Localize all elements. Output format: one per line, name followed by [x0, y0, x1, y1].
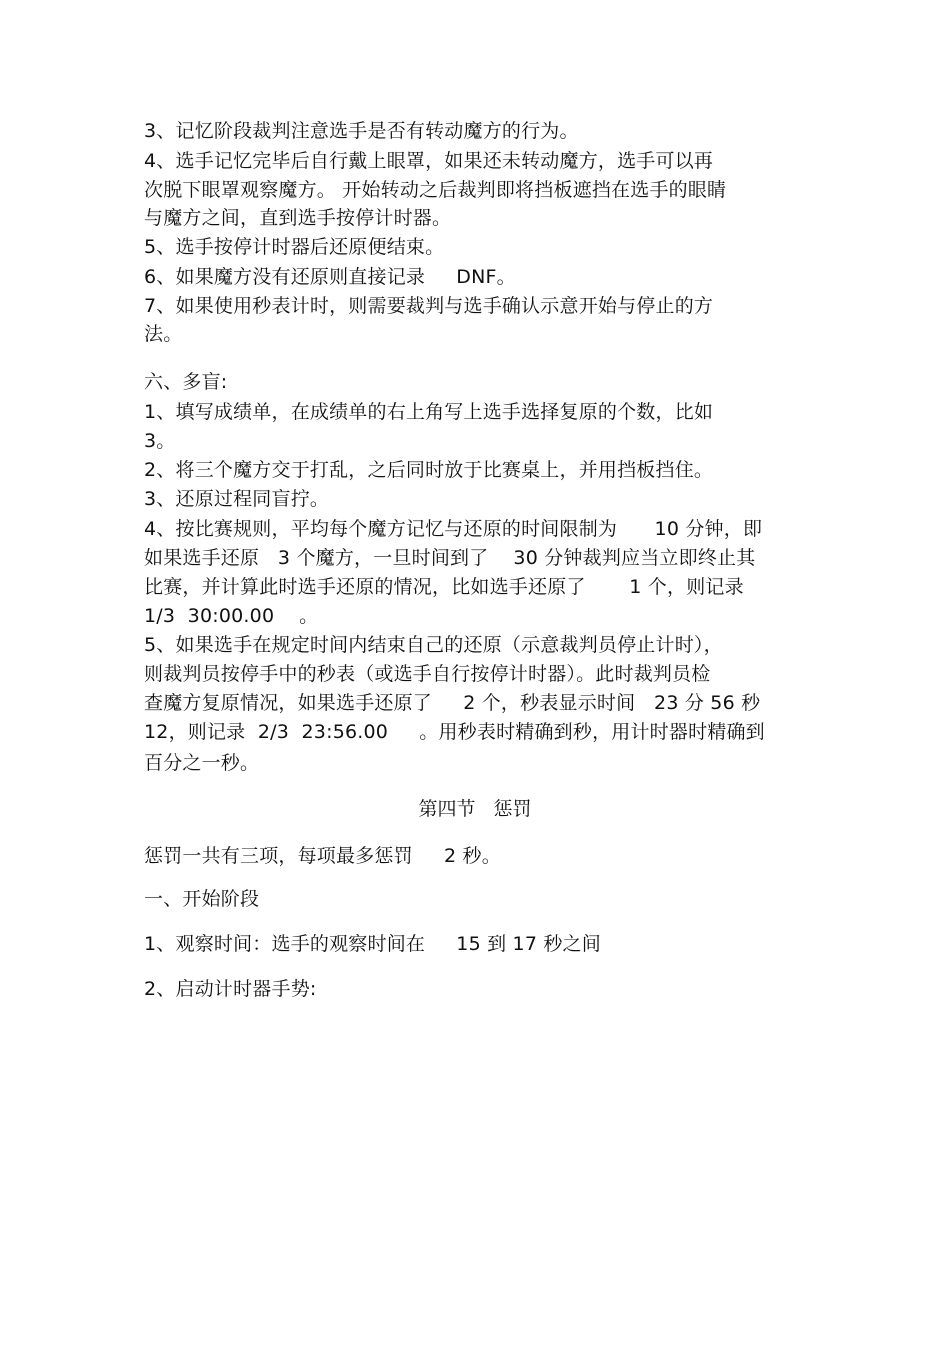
multi-rule-5-line-5: 百分之一秒。 [144, 752, 260, 774]
penalty-intro: 惩罚一共有三项，每项最多惩罚 2 秒。 [144, 845, 501, 867]
rule-3-memorization: 3、记忆阶段裁判注意选手是否有转动魔方的行为。 [144, 120, 579, 142]
multi-rule-5-line-2: 则裁判员按停手中的秒表（或选手自行按停计时器）。此时裁判员检 [144, 663, 711, 685]
multi-rule-4-line-2: 如果选手还原 3 个魔方，一旦时间到了 30 分钟裁判应当立即终止其 [144, 547, 756, 569]
rule-4-line-3: 与魔方之间，直到选手按停计时器。 [144, 207, 452, 229]
inspection-time-item: 1、观察时间：选手的观察时间在 15 到 17 秒之间 [144, 933, 601, 955]
multi-rule-4-line-4: 1/3 30:00.00 。 [144, 605, 319, 627]
multi-blind-heading: 六、多盲: [144, 371, 228, 393]
timer-start-gesture-item: 2、启动计时器手势: [144, 978, 317, 1000]
rule-5: 5、选手按停计时器后还原便结束。 [144, 236, 445, 258]
multi-rule-1-line-1: 1、填写成绩单，在成绩单的右上角写上选手选择复原的个数，比如 [144, 401, 714, 423]
rule-7-line-2: 法。 [144, 323, 183, 345]
rule-7-line-1: 7、如果使用秒表计时，则需要裁判与选手确认示意开始与停止的方 [144, 295, 714, 317]
multi-rule-3: 3、还原过程同盲拧。 [144, 488, 330, 510]
rule-4-line-2: 次脱下眼罩观察魔方。 开始转动之后裁判即将挡板遮挡在选手的眼睛 [144, 179, 727, 201]
rule-4-line-1: 4、选手记忆完毕后自行戴上眼罩，如果还未转动魔方，选手可以再 [144, 150, 714, 172]
multi-rule-5-line-3: 查魔方复原情况，如果选手还原了 2 个，秒表显示时间 23 分 56 秒 [144, 692, 761, 714]
rule-6-dnf: 6、如果魔方没有还原则直接记录 DNF。 [144, 266, 516, 288]
multi-rule-5-line-4: 12，则记录 2/3 23:56.00 。用秒表时精确到秒，用计时器时精确到 [144, 721, 765, 743]
multi-rule-4-line-3: 比赛，并计算此时选手还原的情况，比如选手还原了 1 个，则记录 [144, 576, 744, 598]
multi-rule-1-line-2: 3。 [144, 430, 176, 452]
multi-rule-2: 2、将三个魔方交于打乱，之后同时放于比赛桌上，并用挡板挡住。 [144, 459, 714, 481]
section-heading: 第四节 惩罚 [418, 798, 532, 820]
multi-rule-4-line-1: 4、按比赛规则，平均每个魔方记忆与还原的时间限制为 10 分钟，即 [144, 518, 763, 540]
multi-rule-5-line-1: 5、如果选手在规定时间内结束自己的还原（示意裁判员停止计时）， [144, 634, 723, 656]
stage-one-heading: 一、开始阶段 [144, 888, 260, 910]
